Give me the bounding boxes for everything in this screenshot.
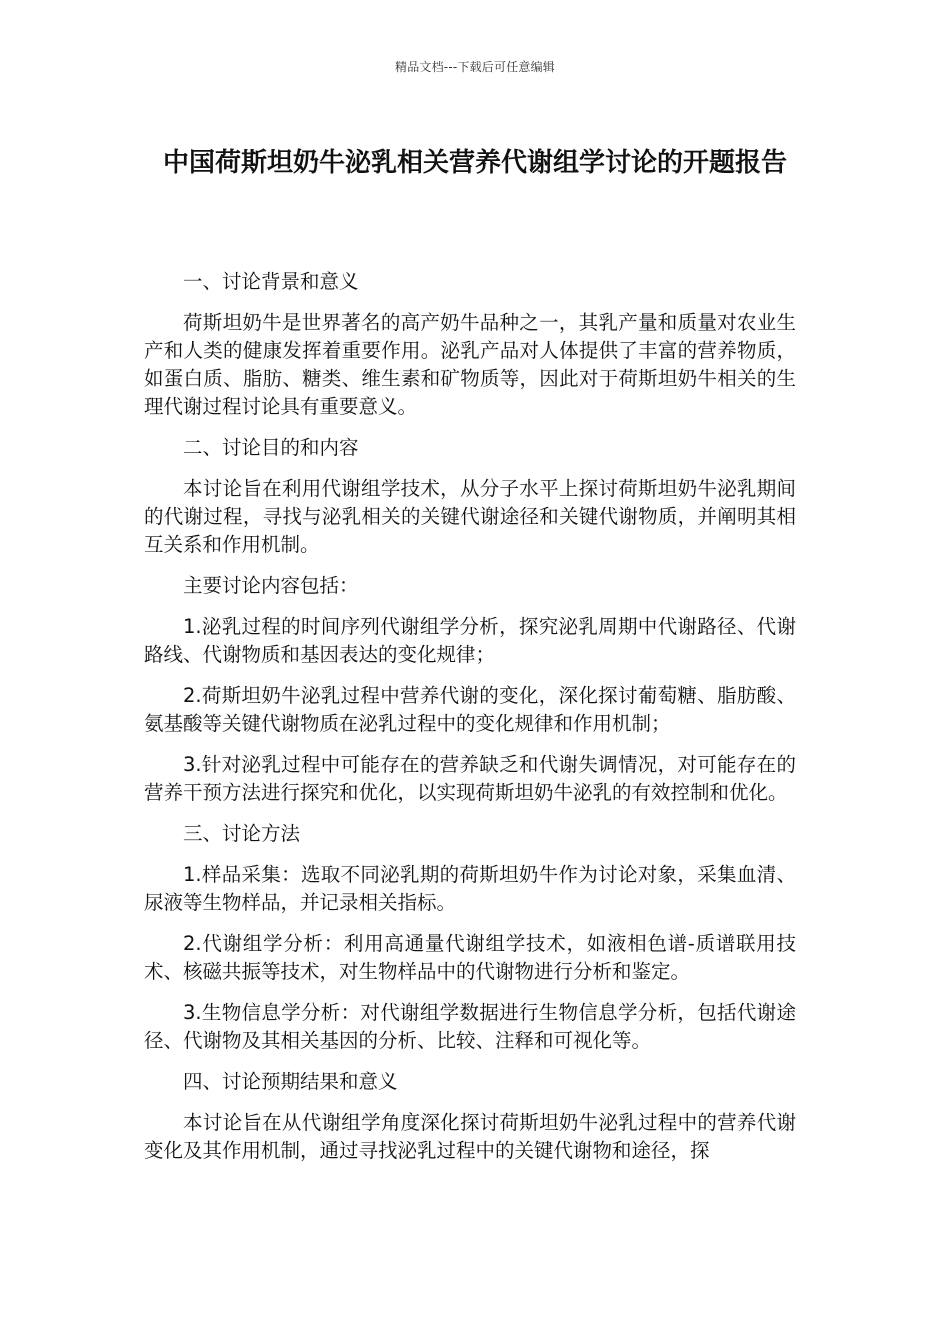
list-item-method-1: 1.样品采集：选取不同泌乳期的荷斯坦奶牛作为讨论对象，采集血清、尿液等生物样品，并记录相关指标。 (144, 863, 796, 914)
list-item-content-2: 2.荷斯坦奶牛泌乳过程中营养代谢的变化，深化探讨葡萄糖、脂肪酸、氨基酸等关键代谢物质在泌乳过程中的变化规律和作用机制； (144, 684, 796, 735)
section-heading-objectives: 二、讨论目的和内容 (183, 436, 359, 459)
section-heading-background: 一、讨论背景和意义 (183, 270, 359, 293)
paragraph-objectives: 本讨论旨在利用代谢组学技术，从分子水平上探讨荷斯坦奶牛泌乳期间的代谢过程，寻找与泌乳相关的关键代谢途径和关键代谢物质，并阐明其相互关系和作用机制。 (144, 477, 796, 556)
list-item-method-3: 3.生物信息学分析：对代谢组学数据进行生物信息学分析，包括代谢途径、代谢物及其相关基因的分析、比较、注释和可视化等。 (144, 1001, 796, 1052)
header-note: 精品文档---下载后可任意编辑 (395, 60, 555, 74)
document-body (144, 268, 796, 1178)
paragraph-content-intro: 主要讨论内容包括： (183, 574, 359, 597)
list-item-content-3: 3.针对泌乳过程中可能存在的营养缺乏和代谢失调情况，对可能存在的营养干预方法进行探究和优化，以实现荷斯坦奶牛泌乳的有效控制和优化。 (144, 753, 796, 804)
document-title: 中国荷斯坦奶牛泌乳相关营养代谢组学讨论的开题报告 (162, 148, 787, 178)
list-item-method-2: 2.代谢组学分析：利用高通量代谢组学技术，如液相色谱-质谱联用技术、核磁共振等技术，对生物样品中的代谢物进行分析和鉴定。 (144, 932, 796, 983)
paragraph-expected-results: 本讨论旨在从代谢组学角度深化探讨荷斯坦奶牛泌乳过程中的营养代谢变化及其作用机制，通过寻找泌乳过程中的关键代谢物和途径，探 (144, 1111, 796, 1162)
section-heading-expected-results: 四、讨论预期结果和意义 (183, 1070, 398, 1093)
list-item-content-1: 1.泌乳过程的时间序列代谢组学分析，探究泌乳周期中代谢路径、代谢路线、代谢物质和基因表达的变化规律； (144, 615, 796, 666)
section-heading-methods: 三、讨论方法 (183, 822, 301, 845)
paragraph-background: 荷斯坦奶牛是世界著名的高产奶牛品种之一，其乳产量和质量对农业生产和人类的健康发挥着重要作用。泌乳产品对人体提供了丰富的营养物质，如蛋白质、脂肪、糖类、维生素和矿物质等，因此对于荷斯坦奶牛相关的生理代谢过程讨论具有重要意义。 (144, 311, 796, 418)
